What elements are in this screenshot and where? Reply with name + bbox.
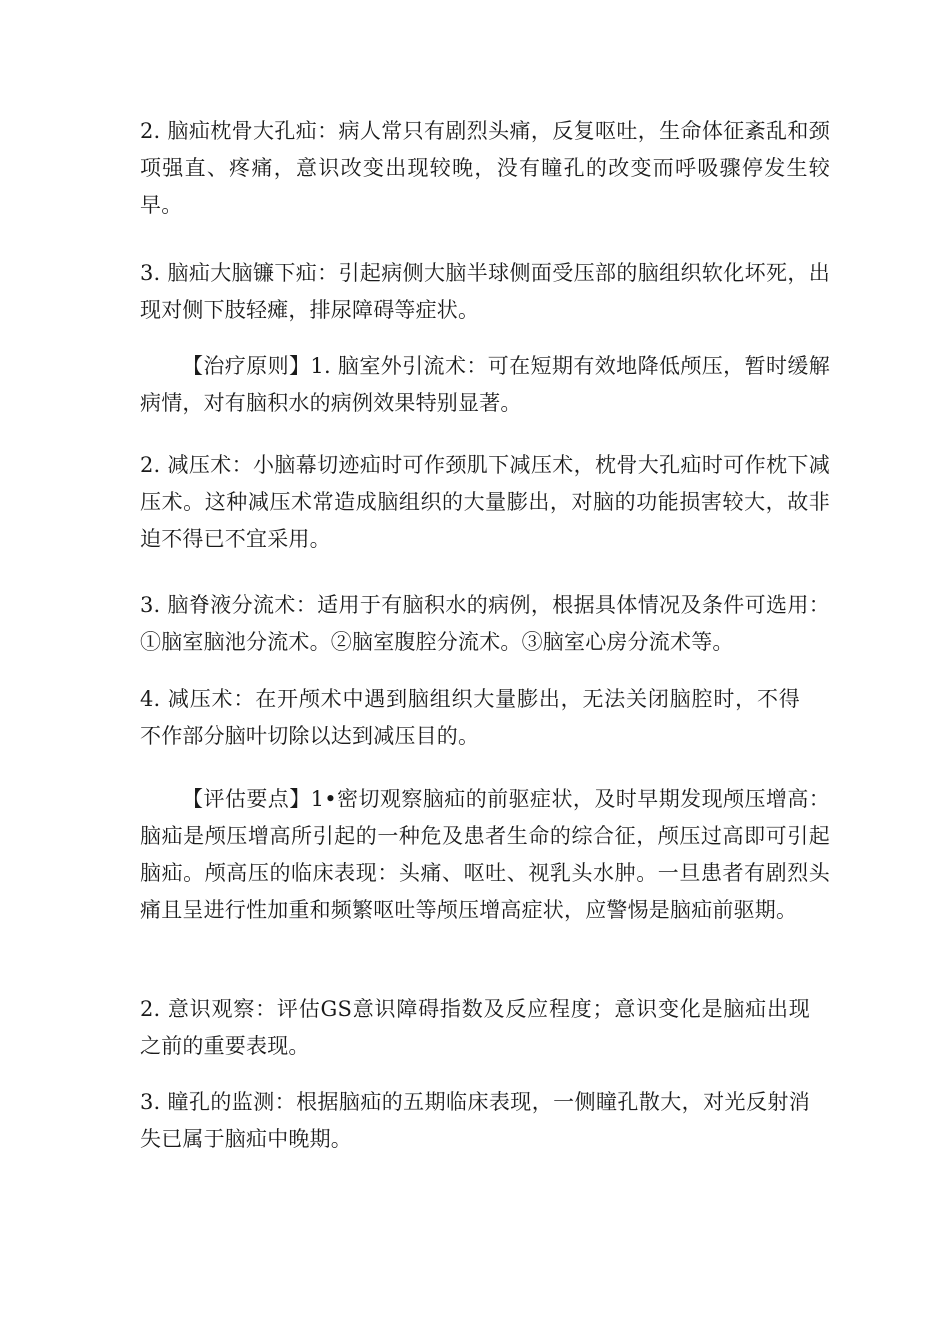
paragraph-foramen-magnum-herniation: 2. 脑疝枕骨大孔疝：病人常只有剧烈头痛，反复呕吐，生命体征紊乱和颈项强直、疼痛，意识改变出现较晚，没有瞳孔的改变而呼吸骤停发生较早。 <box>140 119 830 217</box>
paragraph-pupil-monitoring: 3. 瞳孔的监测：根据脑疝的五期临床表现，一侧瞳孔散大，对光反射消失已属于脑疝中晚期。 <box>140 1090 810 1151</box>
paragraph-consciousness-observation: 2. 意识观察：评估GS意识障碍指数及反应程度；意识变化是脑疝出现之前的重要表现。 <box>140 997 810 1058</box>
paragraph-lobectomy-decompression: 4. 减压术：在开颅术中遇到脑组织大量膨出，无法关闭脑腔时，不得不作部分脑叶切除以达到减压目的。 <box>140 687 800 748</box>
paragraph-assessment-points: 【评估要点】1•密切观察脑疝的前驱症状，及时早期发现颅压增高：脑疝是颅压增高所引起的一种危及患者生命的综合征，颅压过高即可引起脑疝。颅高压的临床表现：头痛、呕吐、视乳头水肿。一旦患者有剧烈头痛且呈进行性加重和频繁呕吐等颅压增高症状，应警惕是脑疝前驱期。 <box>140 787 830 922</box>
paragraph-treatment-principles: 【治疗原则】1. 脑室外引流术：可在短期有效地降低颅压，暂时缓解病情，对有脑积水的病例效果特别显著。 <box>140 354 830 415</box>
paragraph-decompression-surgery: 2. 减压术：小脑幕切迹疝时可作颈肌下减压术，枕骨大孔疝时可作枕下减压术。这种减压术常造成脑组织的大量膨出，对脑的功能损害较大，故非迫不得已不宜采用。 <box>140 453 830 551</box>
paragraph-csf-shunt: 3. 脑脊液分流术：适用于有脑积水的病例，根据具体情况及条件可选用：①脑室脑池分流术。②脑室腹腔分流术。③脑室心房分流术等。 <box>140 593 830 654</box>
paragraph-subfalcine-herniation: 3. 脑疝大脑镰下疝：引起病侧大脑半球侧面受压部的脑组织软化坏死，出现对侧下肢轻瘫，排尿障碍等症状。 <box>140 261 830 322</box>
